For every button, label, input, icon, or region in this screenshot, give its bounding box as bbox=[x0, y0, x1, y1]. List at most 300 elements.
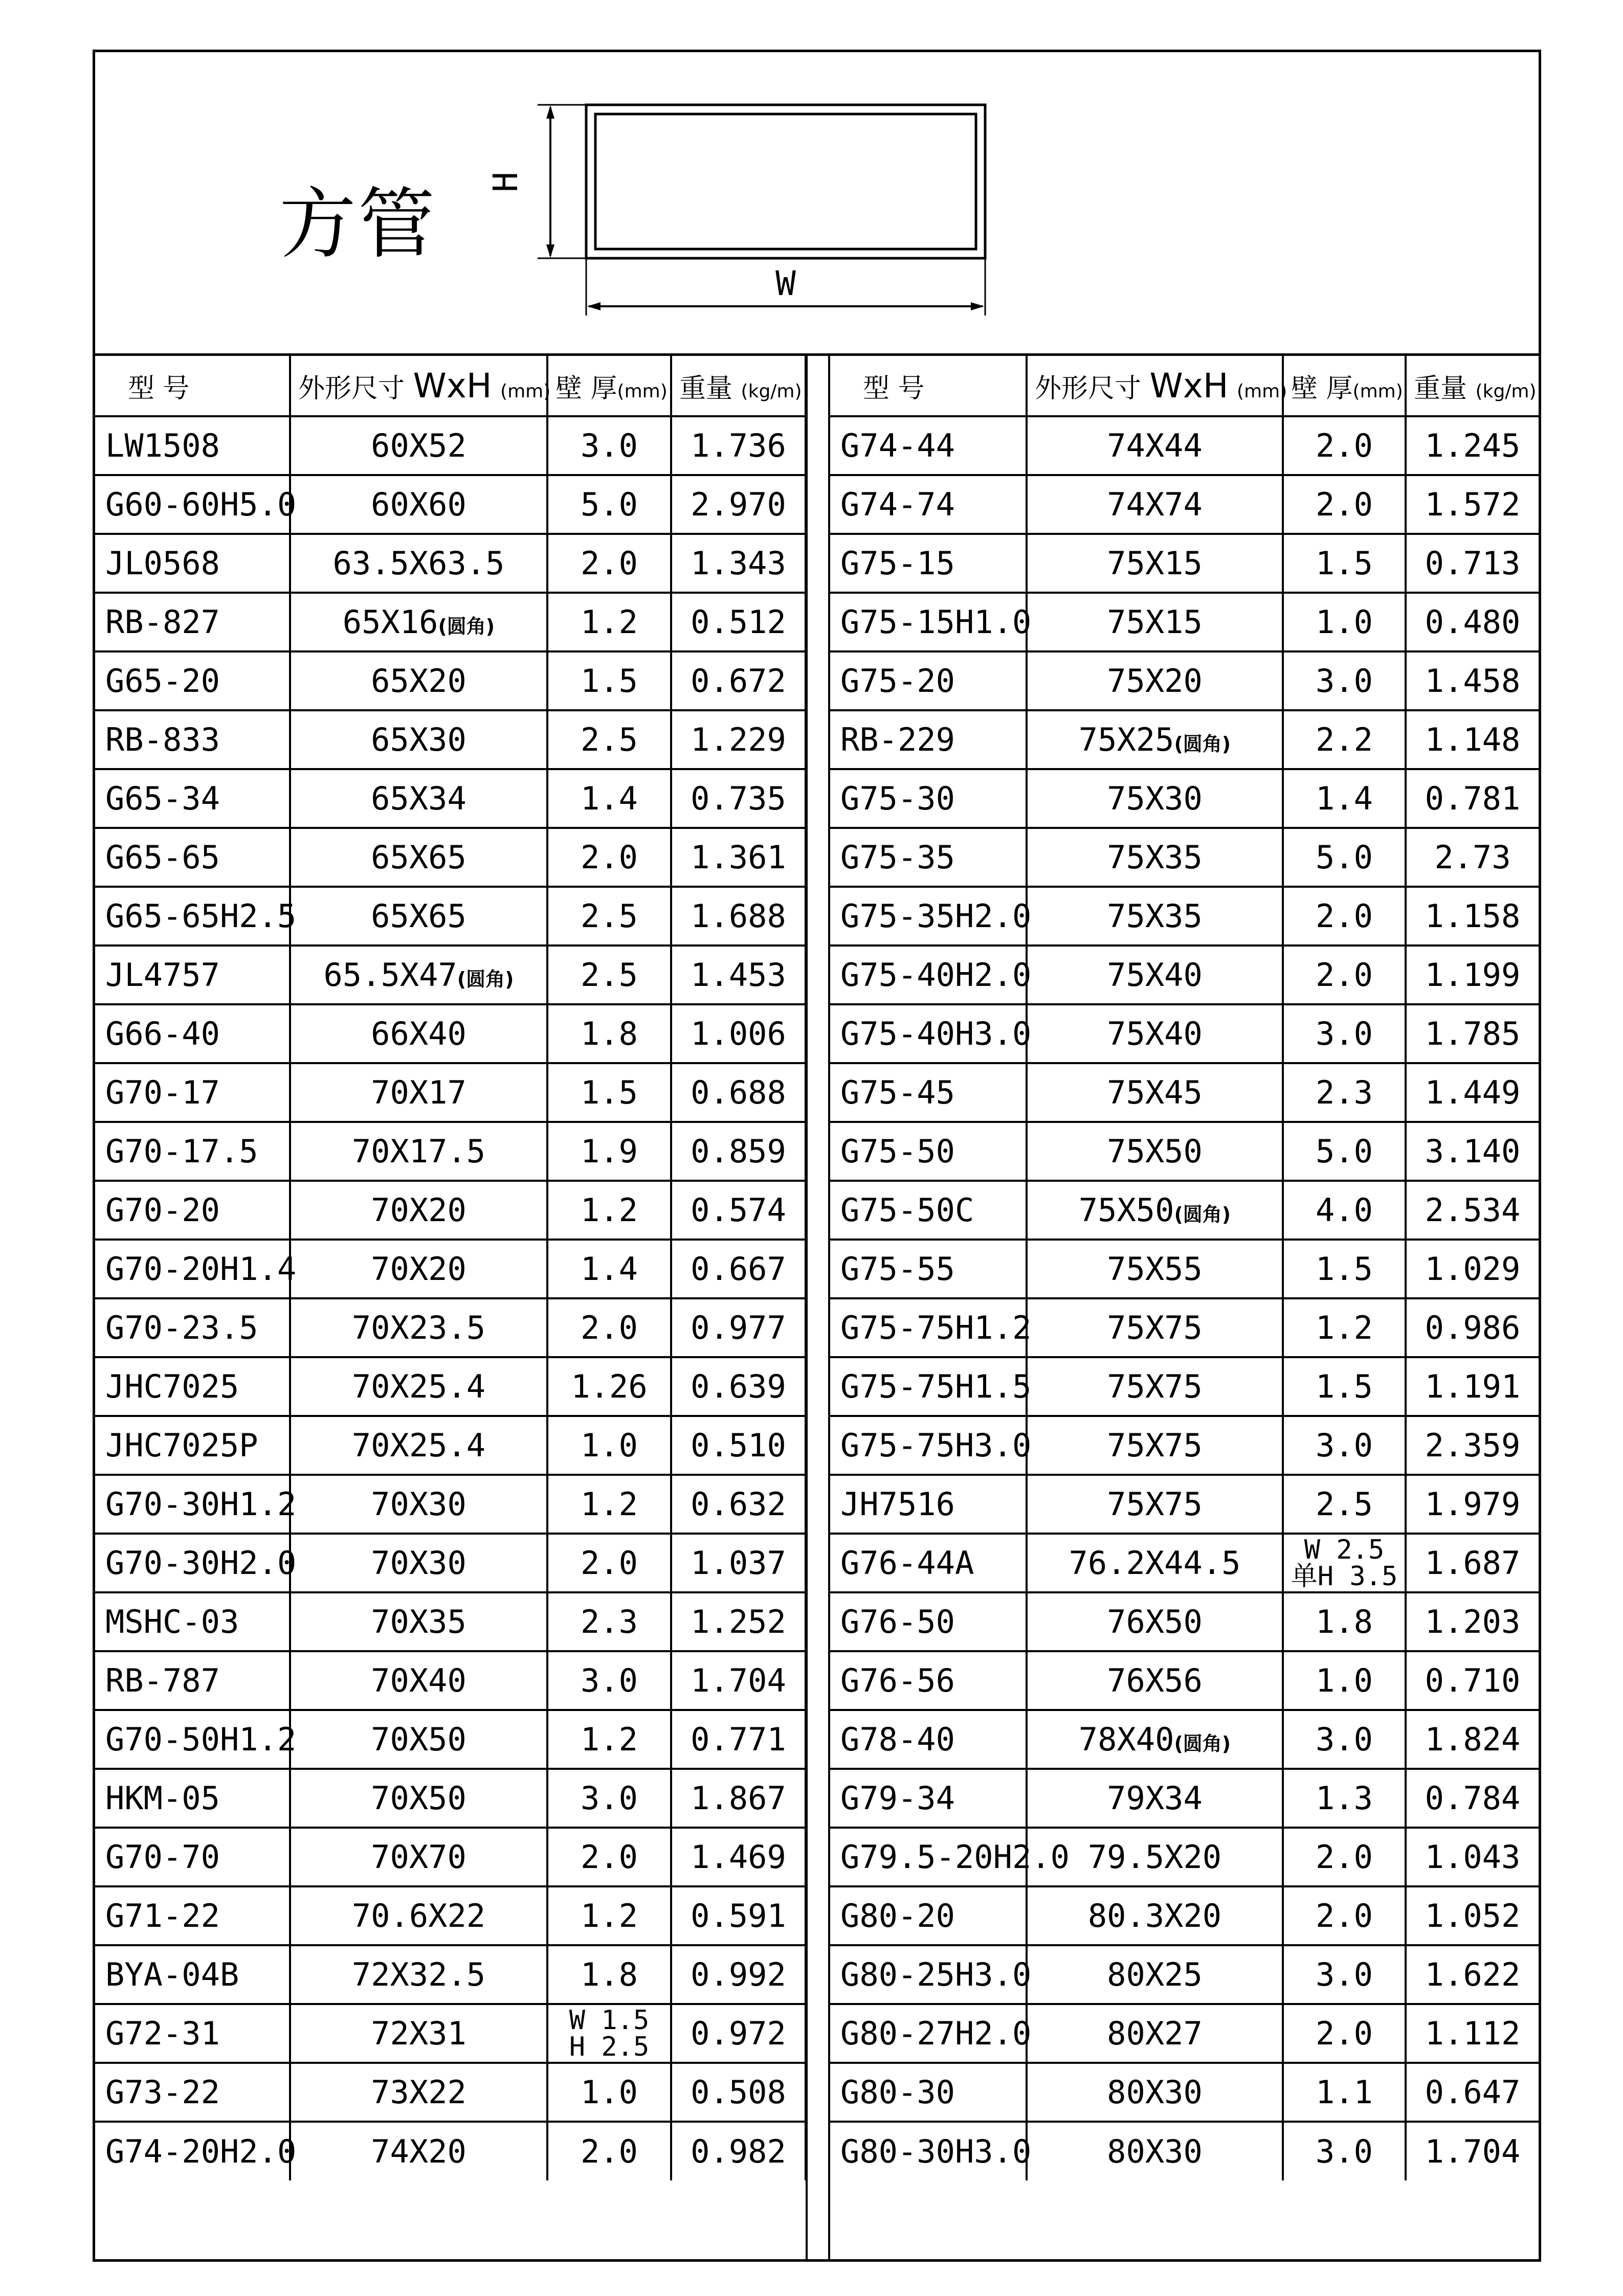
size-cell bbox=[290, 416, 547, 475]
spec-table-right bbox=[830, 356, 1539, 2180]
wall-line-1: W 1.5 bbox=[569, 2005, 650, 2036]
table-row bbox=[830, 2004, 1539, 2063]
spec-table-left-body bbox=[95, 416, 806, 2180]
table-row bbox=[95, 1886, 806, 1945]
weight-cell: 0.784 bbox=[1406, 1769, 1539, 1828]
size-cell bbox=[290, 887, 547, 946]
rounded-corner-note: (圆角) bbox=[1174, 733, 1231, 755]
wall-cell: 2.0 bbox=[1283, 946, 1406, 1004]
size-cell bbox=[1027, 2122, 1283, 2180]
size-cell bbox=[1027, 1357, 1283, 1416]
size-value: 70X40 bbox=[371, 1662, 466, 1699]
size-cell bbox=[1027, 2063, 1283, 2122]
wall-cell: 1.5 bbox=[1283, 1357, 1406, 1416]
model-cell: G75-50 bbox=[830, 1122, 1027, 1181]
table-row bbox=[830, 1710, 1539, 1769]
size-cell bbox=[1027, 1769, 1283, 1828]
wall-cell bbox=[1283, 1534, 1406, 1592]
size-cell bbox=[290, 1122, 547, 1181]
table-row bbox=[830, 1181, 1539, 1240]
weight-cell: 1.158 bbox=[1406, 887, 1539, 946]
weight-cell: 0.591 bbox=[671, 1886, 806, 1945]
weight-cell: 0.781 bbox=[1406, 769, 1539, 828]
wall-cell: 1.1 bbox=[1283, 2063, 1406, 2122]
wall-cell: 3.0 bbox=[547, 1651, 671, 1710]
weight-cell: 0.688 bbox=[671, 1063, 806, 1122]
wall-cell: 3.0 bbox=[1283, 2122, 1406, 2180]
table-row bbox=[95, 1534, 806, 1592]
table-row bbox=[830, 710, 1539, 769]
wall-cell: 1.5 bbox=[1283, 534, 1406, 593]
size-value: 65X65 bbox=[371, 897, 466, 935]
weight-cell: 0.508 bbox=[671, 2063, 806, 2122]
w-arrow-left bbox=[587, 302, 601, 310]
table-row bbox=[830, 1769, 1539, 1828]
header-weight: 重量 (kg/m) bbox=[1406, 356, 1539, 416]
model-cell: G70-50H1.2 bbox=[95, 1710, 290, 1769]
wall-cell: 1.5 bbox=[1283, 1240, 1406, 1298]
size-cell bbox=[1027, 1063, 1283, 1122]
model-cell: MSHC-03 bbox=[95, 1592, 290, 1651]
size-cell bbox=[290, 1710, 547, 1769]
model-cell: G70-30H2.0 bbox=[95, 1534, 290, 1592]
size-value: 70X17 bbox=[371, 1074, 466, 1111]
size-cell bbox=[1027, 534, 1283, 593]
table-row bbox=[95, 475, 806, 534]
size-cell bbox=[1027, 1886, 1283, 1945]
size-cell bbox=[290, 1357, 547, 1416]
wall-cell: 1.4 bbox=[547, 1240, 671, 1298]
column-divider bbox=[806, 356, 830, 2259]
size-value: 65X30 bbox=[371, 721, 466, 758]
weight-cell: 0.510 bbox=[671, 1416, 806, 1475]
size-cell bbox=[290, 1004, 547, 1063]
wall-cell: 1.0 bbox=[547, 2063, 671, 2122]
table-row bbox=[95, 1592, 806, 1651]
model-cell: G75-15 bbox=[830, 534, 1027, 593]
size-value: 78X40 bbox=[1078, 1721, 1174, 1758]
weight-cell: 0.735 bbox=[671, 769, 806, 828]
wall-cell: 2.0 bbox=[1283, 1886, 1406, 1945]
weight-cell: 1.245 bbox=[1406, 416, 1539, 475]
size-value: 75X40 bbox=[1107, 1015, 1203, 1052]
table-row bbox=[95, 1240, 806, 1298]
table-row bbox=[95, 1122, 806, 1181]
size-value: 76X56 bbox=[1107, 1662, 1203, 1699]
weight-cell: 0.992 bbox=[671, 1945, 806, 2004]
weight-cell: 0.986 bbox=[1406, 1298, 1539, 1357]
size-value: 70X17.5 bbox=[351, 1133, 486, 1170]
size-cell bbox=[290, 710, 547, 769]
wall-cell: 1.2 bbox=[547, 1181, 671, 1240]
weight-cell: 1.979 bbox=[1406, 1475, 1539, 1534]
table-row bbox=[95, 828, 806, 887]
size-value: 79X34 bbox=[1107, 1780, 1203, 1817]
table-row bbox=[830, 946, 1539, 1004]
weight-cell: 0.771 bbox=[671, 1710, 806, 1769]
wall-cell: 2.2 bbox=[1283, 710, 1406, 769]
model-cell: JHC7025P bbox=[95, 1416, 290, 1475]
rounded-corner-note: (圆角) bbox=[1174, 1732, 1231, 1755]
weight-cell: 1.824 bbox=[1406, 1710, 1539, 1769]
size-cell bbox=[290, 534, 547, 593]
size-value: 60X52 bbox=[371, 427, 466, 464]
size-cell bbox=[290, 1240, 547, 1298]
model-cell: G75-50C bbox=[830, 1181, 1027, 1240]
size-cell bbox=[1027, 1122, 1283, 1181]
size-cell bbox=[290, 1534, 547, 1592]
wall-cell: 1.2 bbox=[547, 1710, 671, 1769]
rounded-corner-note: (圆角) bbox=[1174, 1203, 1231, 1226]
wall-cell: 1.4 bbox=[547, 769, 671, 828]
size-value: 75X45 bbox=[1107, 1074, 1203, 1111]
model-cell: G74-44 bbox=[830, 416, 1027, 475]
h-arrow-bottom bbox=[546, 244, 554, 258]
size-value: 75X35 bbox=[1107, 839, 1203, 876]
weight-cell: 2.970 bbox=[671, 475, 806, 534]
model-cell: G75-55 bbox=[830, 1240, 1027, 1298]
model-cell: G74-74 bbox=[830, 475, 1027, 534]
wall-cell: 5.0 bbox=[1283, 828, 1406, 887]
table-row bbox=[95, 416, 806, 475]
model-cell: G75-35H2.0 bbox=[830, 887, 1027, 946]
header-wall: 壁 厚(mm) bbox=[1283, 356, 1406, 416]
wall-cell: 1.2 bbox=[547, 1886, 671, 1945]
weight-cell: 1.449 bbox=[1406, 1063, 1539, 1122]
wall-cell: 1.8 bbox=[547, 1004, 671, 1063]
weight-cell: 1.148 bbox=[1406, 710, 1539, 769]
model-cell: G75-45 bbox=[830, 1063, 1027, 1122]
size-cell bbox=[1027, 887, 1283, 946]
wall-line-2: H 2.5 bbox=[569, 2031, 650, 2062]
table-row bbox=[95, 1298, 806, 1357]
table-row bbox=[95, 2122, 806, 2180]
model-cell: G65-34 bbox=[95, 769, 290, 828]
wall-cell: 2.0 bbox=[1283, 475, 1406, 534]
wall-cell: 1.8 bbox=[1283, 1592, 1406, 1651]
h-dimension-label: H bbox=[486, 172, 525, 192]
table-row bbox=[95, 1769, 806, 1828]
wall-cell: 1.0 bbox=[547, 1416, 671, 1475]
size-value: 75X15 bbox=[1107, 545, 1203, 582]
table-row bbox=[95, 1475, 806, 1534]
size-cell bbox=[290, 1416, 547, 1475]
table-row bbox=[830, 416, 1539, 475]
wall-cell: 2.0 bbox=[547, 1828, 671, 1886]
wall-cell: 2.5 bbox=[547, 946, 671, 1004]
model-cell: G75-75H1.5 bbox=[830, 1357, 1027, 1416]
size-value: 75X75 bbox=[1107, 1368, 1203, 1405]
model-cell: JL4757 bbox=[95, 946, 290, 1004]
weight-cell: 1.043 bbox=[1406, 1828, 1539, 1886]
size-value: 75X35 bbox=[1107, 897, 1203, 935]
weight-cell: 2.359 bbox=[1406, 1416, 1539, 1475]
table-header-row bbox=[95, 356, 806, 416]
size-cell bbox=[290, 1651, 547, 1710]
size-value: 70X30 bbox=[371, 1544, 466, 1582]
table-row bbox=[830, 1240, 1539, 1298]
wall-cell: 2.5 bbox=[547, 710, 671, 769]
size-cell bbox=[290, 769, 547, 828]
wall-cell: 2.0 bbox=[547, 828, 671, 887]
table-row bbox=[95, 887, 806, 946]
model-cell: G74-20H2.0 bbox=[95, 2122, 290, 2180]
size-value: 75X55 bbox=[1107, 1250, 1203, 1288]
table-row bbox=[830, 1004, 1539, 1063]
size-value: 70X50 bbox=[371, 1721, 466, 1758]
size-value: 72X31 bbox=[371, 2015, 466, 2052]
weight-cell: 1.191 bbox=[1406, 1357, 1539, 1416]
size-value: 70X30 bbox=[371, 1485, 466, 1523]
size-cell bbox=[1027, 1651, 1283, 1710]
h-arrow-top bbox=[546, 105, 554, 119]
size-cell bbox=[290, 1945, 547, 2004]
size-value: 70X23.5 bbox=[351, 1309, 486, 1346]
weight-cell: 0.972 bbox=[671, 2004, 806, 2063]
size-cell bbox=[290, 1886, 547, 1945]
size-cell bbox=[1027, 1298, 1283, 1357]
table-row bbox=[830, 1886, 1539, 1945]
model-cell: G76-56 bbox=[830, 1651, 1027, 1710]
weight-cell: 2.73 bbox=[1406, 828, 1539, 887]
size-value: 76.2X44.5 bbox=[1069, 1544, 1241, 1582]
wall-cell: 2.0 bbox=[1283, 887, 1406, 946]
weight-cell: 1.112 bbox=[1406, 2004, 1539, 2063]
table-row bbox=[95, 1828, 806, 1886]
table-row bbox=[95, 1063, 806, 1122]
wall-cell: 1.8 bbox=[547, 1945, 671, 2004]
model-cell: G75-35 bbox=[830, 828, 1027, 887]
weight-cell: 1.704 bbox=[671, 1651, 806, 1710]
weight-cell: 1.203 bbox=[1406, 1592, 1539, 1651]
w-arrow-right bbox=[971, 302, 984, 310]
model-cell: G75-30 bbox=[830, 769, 1027, 828]
table-row bbox=[830, 1592, 1539, 1651]
size-cell bbox=[290, 1063, 547, 1122]
size-cell bbox=[290, 1181, 547, 1240]
model-cell: JHC7025 bbox=[95, 1357, 290, 1416]
size-value: 80X27 bbox=[1107, 2015, 1203, 2052]
table-row bbox=[95, 769, 806, 828]
table-row bbox=[95, 593, 806, 651]
weight-cell: 1.458 bbox=[1406, 651, 1539, 710]
size-value: 65X20 bbox=[371, 662, 466, 700]
model-cell: G66-40 bbox=[95, 1004, 290, 1063]
wall-cell: 2.0 bbox=[1283, 2004, 1406, 2063]
table-row bbox=[830, 887, 1539, 946]
wall-cell: 3.0 bbox=[1283, 1416, 1406, 1475]
spec-table-left bbox=[95, 356, 807, 2180]
table-row bbox=[95, 946, 806, 1004]
size-cell bbox=[1027, 1945, 1283, 2004]
size-value: 63.5X63.5 bbox=[332, 545, 505, 582]
table-row bbox=[95, 2063, 806, 2122]
weight-cell: 0.639 bbox=[671, 1357, 806, 1416]
table-header-row bbox=[830, 356, 1539, 416]
size-value: 70X70 bbox=[371, 1838, 466, 1876]
weight-cell: 3.140 bbox=[1406, 1122, 1539, 1181]
size-cell bbox=[290, 1828, 547, 1886]
table-row bbox=[95, 1945, 806, 2004]
size-cell bbox=[1027, 828, 1283, 887]
tube-inner-outline bbox=[595, 114, 976, 249]
size-value: 75X75 bbox=[1107, 1309, 1203, 1346]
header-model: 型 号 bbox=[830, 356, 1027, 416]
w-dimension-label: W bbox=[775, 264, 796, 303]
table-row bbox=[830, 1122, 1539, 1181]
wall-cell: 3.0 bbox=[1283, 651, 1406, 710]
wall-cell: 1.26 bbox=[547, 1357, 671, 1416]
size-cell bbox=[1027, 946, 1283, 1004]
model-cell: G70-17 bbox=[95, 1063, 290, 1122]
size-value: 72X32.5 bbox=[351, 1956, 486, 1993]
size-cell bbox=[290, 651, 547, 710]
size-cell bbox=[290, 2122, 547, 2180]
rounded-corner-note: (圆角) bbox=[438, 615, 495, 638]
table-row bbox=[830, 1945, 1539, 2004]
weight-cell: 0.667 bbox=[671, 1240, 806, 1298]
weight-cell: 0.480 bbox=[1406, 593, 1539, 651]
wall-cell: 3.0 bbox=[547, 416, 671, 475]
size-value: 74X44 bbox=[1107, 427, 1203, 464]
model-cell: RB-827 bbox=[95, 593, 290, 651]
model-cell: BYA-04B bbox=[95, 1945, 290, 2004]
model-cell: G75-75H1.2 bbox=[830, 1298, 1027, 1357]
weight-cell: 0.647 bbox=[1406, 2063, 1539, 2122]
model-cell: HKM-05 bbox=[95, 1769, 290, 1828]
model-cell: RB-833 bbox=[95, 710, 290, 769]
weight-cell: 2.534 bbox=[1406, 1181, 1539, 1240]
model-cell: JL0568 bbox=[95, 534, 290, 593]
table-row bbox=[95, 1357, 806, 1416]
table-row bbox=[95, 534, 806, 593]
wall-cell: 3.0 bbox=[1283, 1710, 1406, 1769]
wall-cell: 2.0 bbox=[547, 1298, 671, 1357]
sheet-header bbox=[95, 52, 1539, 356]
wall-cell: 1.2 bbox=[1283, 1298, 1406, 1357]
weight-cell: 1.343 bbox=[671, 534, 806, 593]
model-cell: G60-60H5.0 bbox=[95, 475, 290, 534]
wall-line-2: 单H 3.5 bbox=[1291, 1561, 1398, 1592]
model-cell: G76-44A bbox=[830, 1534, 1027, 1592]
wall-cell: 2.0 bbox=[547, 2122, 671, 2180]
weight-cell: 1.229 bbox=[671, 710, 806, 769]
model-cell: G73-22 bbox=[95, 2063, 290, 2122]
size-value: 75X20 bbox=[1107, 662, 1203, 700]
weight-cell: 1.029 bbox=[1406, 1240, 1539, 1298]
size-cell bbox=[290, 1592, 547, 1651]
size-value: 79.5X20 bbox=[1087, 1838, 1222, 1876]
weight-cell: 0.859 bbox=[671, 1122, 806, 1181]
model-cell: G70-20 bbox=[95, 1181, 290, 1240]
weight-cell: 1.361 bbox=[671, 828, 806, 887]
weight-cell: 1.785 bbox=[1406, 1004, 1539, 1063]
header-size: 外形尺寸 WxH (mm) bbox=[290, 356, 547, 416]
size-cell bbox=[290, 828, 547, 887]
table-row bbox=[95, 1710, 806, 1769]
table-row bbox=[95, 1004, 806, 1063]
model-cell: G70-17.5 bbox=[95, 1122, 290, 1181]
wall-cell: 2.5 bbox=[547, 887, 671, 946]
weight-cell: 0.982 bbox=[671, 2122, 806, 2180]
wall-cell bbox=[547, 2004, 671, 2063]
weight-cell: 0.713 bbox=[1406, 534, 1539, 593]
size-value: 70X25.4 bbox=[351, 1427, 486, 1464]
model-cell: G80-20 bbox=[830, 1886, 1027, 1945]
table-row bbox=[830, 1828, 1539, 1886]
weight-cell: 0.710 bbox=[1406, 1651, 1539, 1710]
size-cell bbox=[1027, 2004, 1283, 2063]
weight-cell: 1.469 bbox=[671, 1828, 806, 1886]
model-cell: G75-20 bbox=[830, 651, 1027, 710]
wall-cell: 2.0 bbox=[1283, 416, 1406, 475]
wall-cell: 2.0 bbox=[547, 1534, 671, 1592]
header-size: 外形尺寸 WxH (mm) bbox=[1027, 356, 1283, 416]
size-cell bbox=[290, 946, 547, 1004]
table-row bbox=[830, 2122, 1539, 2180]
size-value: 80X30 bbox=[1107, 2074, 1203, 2111]
table-row bbox=[830, 1063, 1539, 1122]
model-cell: G79-34 bbox=[830, 1769, 1027, 1828]
size-cell bbox=[290, 2004, 547, 2063]
table-row bbox=[830, 651, 1539, 710]
table-row bbox=[95, 1651, 806, 1710]
model-cell: G78-40 bbox=[830, 1710, 1027, 1769]
weight-cell: 1.052 bbox=[1406, 1886, 1539, 1945]
wall-cell: 1.3 bbox=[1283, 1769, 1406, 1828]
weight-cell: 0.672 bbox=[671, 651, 806, 710]
wall-cell: 2.3 bbox=[547, 1592, 671, 1651]
size-value: 70X20 bbox=[371, 1191, 466, 1229]
wall-cell: 1.9 bbox=[547, 1122, 671, 1181]
table-row bbox=[830, 1416, 1539, 1475]
table-row bbox=[830, 593, 1539, 651]
wall-cell: 1.2 bbox=[547, 1475, 671, 1534]
model-cell: G75-40H3.0 bbox=[830, 1004, 1027, 1063]
wall-cell: 3.0 bbox=[547, 1769, 671, 1828]
model-cell: G79.5-20H2.0 bbox=[830, 1828, 1027, 1886]
wall-cell: 1.2 bbox=[547, 593, 671, 651]
tube-outer-outline bbox=[586, 105, 985, 258]
model-cell: G70-23.5 bbox=[95, 1298, 290, 1357]
weight-cell: 1.006 bbox=[671, 1004, 806, 1063]
wall-cell: 5.0 bbox=[1283, 1122, 1406, 1181]
wall-cell: 3.0 bbox=[1283, 1004, 1406, 1063]
size-value: 65.5X47 bbox=[323, 956, 457, 994]
table-row bbox=[830, 1357, 1539, 1416]
size-cell bbox=[290, 475, 547, 534]
size-value: 70X25.4 bbox=[351, 1368, 486, 1405]
size-value: 75X50 bbox=[1078, 1191, 1174, 1229]
wall-cell: 1.0 bbox=[1283, 593, 1406, 651]
page-title: 方管 bbox=[279, 180, 437, 269]
model-cell: G72-31 bbox=[95, 2004, 290, 2063]
size-cell bbox=[290, 1298, 547, 1357]
table-row bbox=[830, 769, 1539, 828]
size-value: 75X25 bbox=[1078, 721, 1174, 758]
size-cell bbox=[1027, 1416, 1283, 1475]
weight-cell: 1.622 bbox=[1406, 1945, 1539, 2004]
size-value: 75X75 bbox=[1107, 1427, 1203, 1464]
header-wall: 壁 厚(mm) bbox=[547, 356, 671, 416]
wall-cell: 5.0 bbox=[547, 475, 671, 534]
table-row bbox=[830, 1475, 1539, 1534]
table-row bbox=[830, 828, 1539, 887]
size-value: 73X22 bbox=[371, 2074, 466, 2111]
weight-cell: 1.252 bbox=[671, 1592, 806, 1651]
size-cell bbox=[290, 593, 547, 651]
size-value: 70X35 bbox=[371, 1603, 466, 1640]
